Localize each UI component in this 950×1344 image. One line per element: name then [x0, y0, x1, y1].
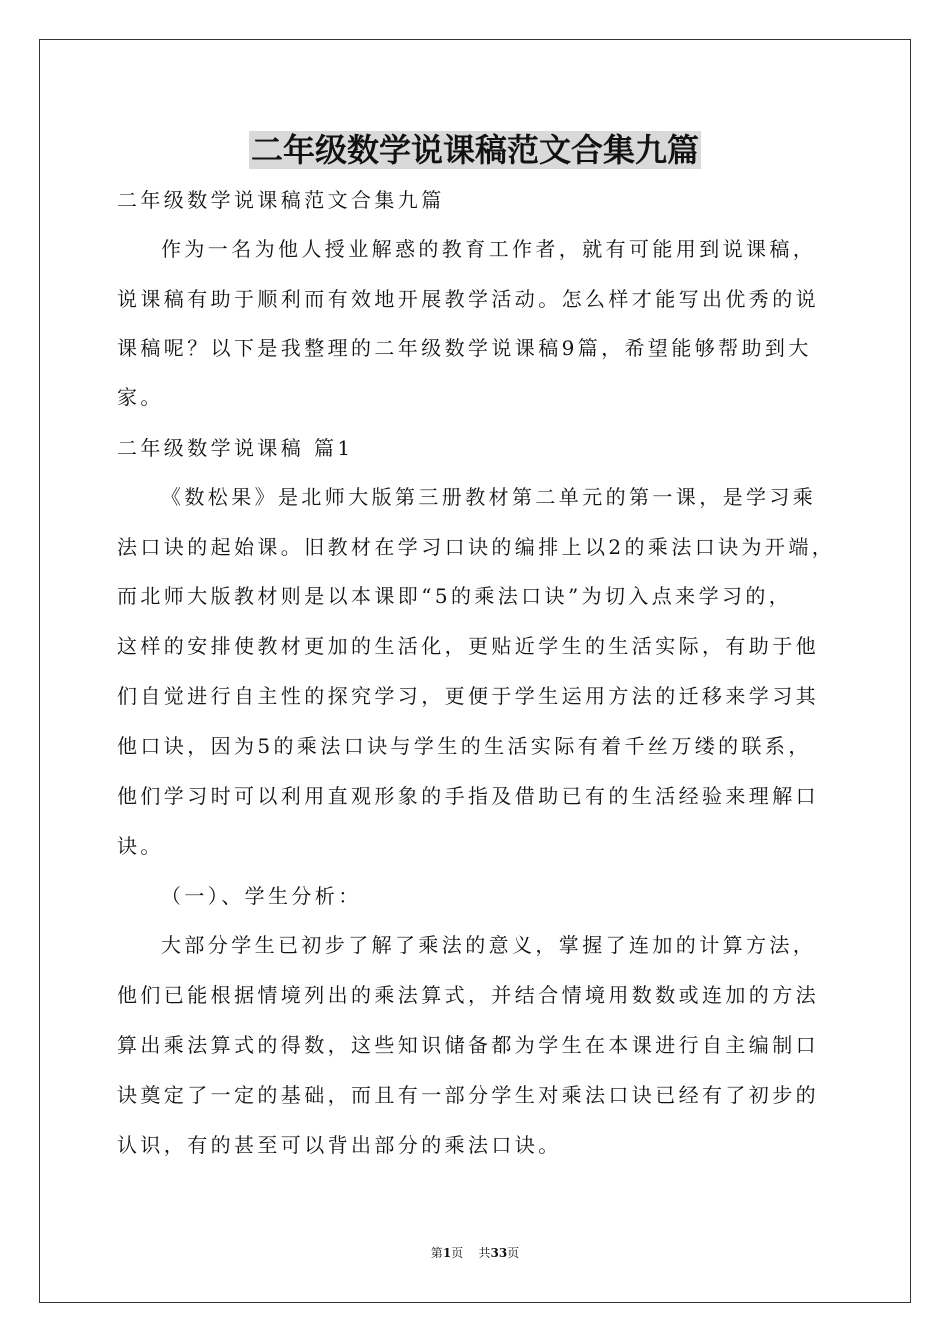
paragraph-line: 算出乘法算式的得数，这些知识储备都为学生在本课进行自主编制口 — [117, 1033, 819, 1057]
paragraph-line: 们自觉进行自主性的探究学习，更便于学生运用方法的迁移来学习其 — [117, 684, 819, 708]
paragraph-line: 诀奠定了一定的基础，而且有一部分学生对乘法口诀已经有了初步的 — [117, 1083, 819, 1107]
page-label-suffix: 页 — [451, 1246, 464, 1260]
paragraph-line: 认识，有的甚至可以背出部分的乘法口诀。 — [117, 1133, 562, 1157]
subtitle-line: 二年级数学说课稿范文合集九篇 — [117, 188, 445, 212]
paragraph-line: 他们学习时可以利用直观形象的手指及借助已有的生活经验来理解口 — [117, 784, 819, 808]
page-label-prefix: 第 — [430, 1246, 443, 1260]
page-frame — [39, 39, 911, 1303]
paragraph-line: 他口诀，因为5的乘法口诀与学生的生活实际有着千丝万缕的联系， — [117, 734, 812, 758]
section-heading: 二年级数学说课稿 篇1 — [117, 436, 354, 460]
subsection-heading: （一）、学生分析： — [161, 884, 362, 908]
total-label-suffix: 页 — [507, 1246, 520, 1260]
paragraph-line: 他们已能根据情境列出的乘法算式，并结合情境用数数或连加的方法 — [117, 983, 819, 1007]
document-title-text: 二年级数学说课稿范文合集九篇 — [250, 131, 699, 169]
paragraph-line: 说课稿有助于顺利而有效地开展教学活动。怎么样才能写出优秀的说 — [117, 287, 819, 311]
paragraph-line: 课稿呢？以下是我整理的二年级数学说课稿9篇，希望能够帮助到大 — [117, 336, 812, 360]
paragraph-line: 诀。 — [117, 834, 164, 858]
document-title — [0, 124, 950, 176]
paragraph-line: 而北师大版教材则是以本课即“5的乘法口诀”为切入点来学习的， — [117, 584, 793, 608]
total-label-prefix: 共 — [478, 1246, 491, 1260]
paragraph-line: 《数松果》是北师大版第三册教材第二单元的第一课，是学习乘 — [161, 485, 817, 509]
paragraph-line: 家。 — [117, 385, 164, 409]
total-pages: 33 — [490, 1246, 508, 1260]
paragraph-line: 法口诀的起始课。旧教材在学习口诀的编排上以2的乘法口诀为开端， — [117, 535, 836, 559]
paragraph-line: 这样的安排使教材更加的生活化，更贴近学生的生活实际，有助于他 — [117, 634, 819, 658]
paragraph-line: 作为一名为他人授业解惑的教育工作者，就有可能用到说课稿， — [161, 237, 817, 261]
paragraph-line: 大部分学生已初步了解了乘法的意义，掌握了连加的计算方法， — [161, 933, 817, 957]
page-number: 1 — [442, 1246, 452, 1260]
page-footer — [0, 1244, 950, 1262]
